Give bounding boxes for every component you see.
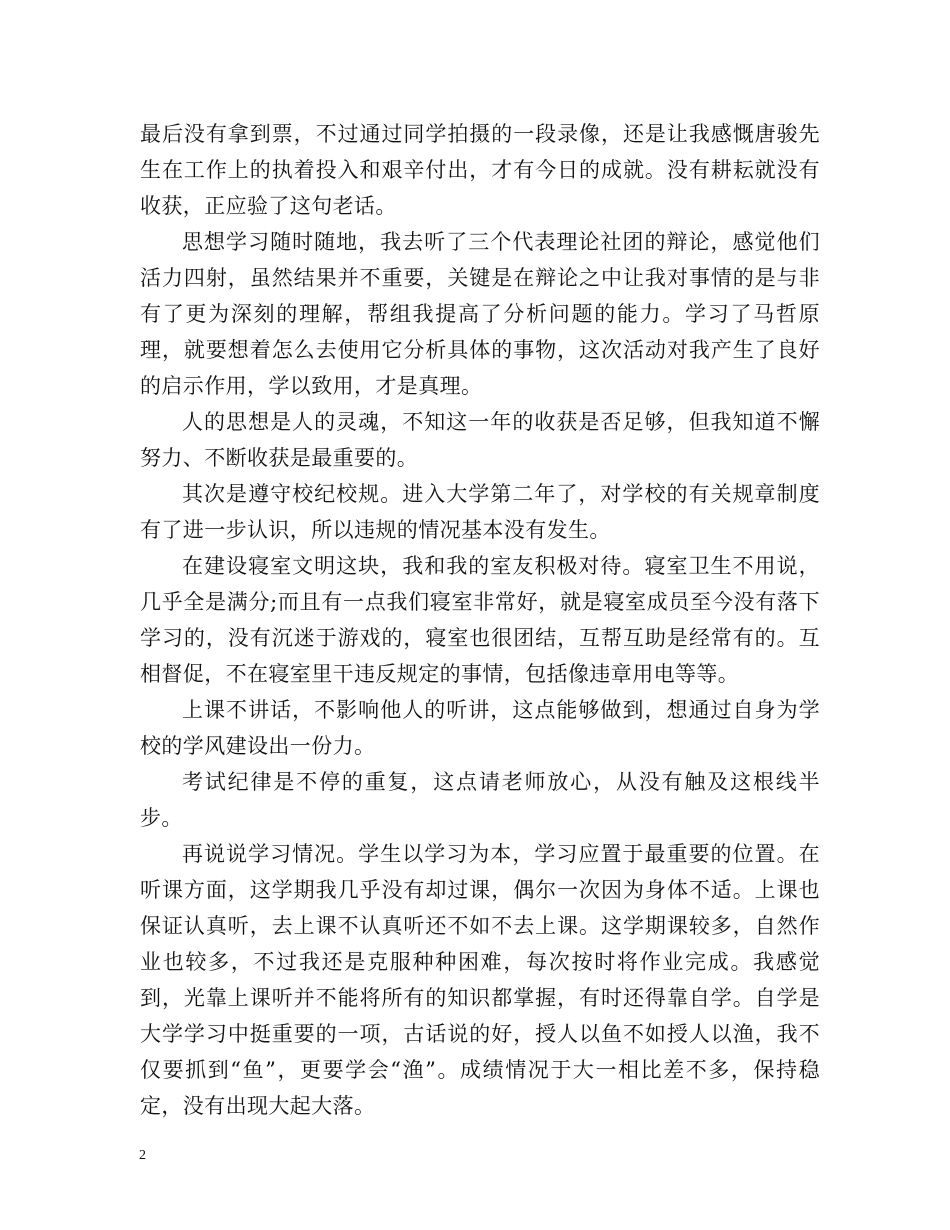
document-body	[140, 116, 820, 1124]
paragraph-6: 上课不讲话，不影响他人的听讲，这点能够做到，想通过自身为学校的学风建设出一份力。	[140, 698, 820, 758]
paragraph-5: 在建设寝室文明这块，我和我的室友积极对待。寝室卫生不用说，几乎全是满分;而且有一点我们寝室非常好，就是寝室成员至今没有落下学习的，没有沉迷于游戏的，寝室也很团结，互帮互助是经常有的。互相督促，不在寝室里干违反规定的事情，包括像违章用电等等。	[140, 554, 820, 686]
paragraph-1: 最后没有拿到票，不过通过同学拍摄的一段录像，还是让我感慨唐骏先生在工作上的执着投入和艰辛付出，才有今日的成就。没有耕耘就没有收获，正应验了这句老话。	[140, 122, 820, 218]
paragraph-7: 考试纪律是不停的重复，这点请老师放心，从没有触及这根线半步。	[140, 770, 820, 830]
paragraph-2: 思想学习随时随地，我去听了三个代表理论社团的辩论，感觉他们活力四射，虽然结果并不重要，关键是在辩论之中让我对事情的是与非有了更为深刻的理解，帮组我提高了分析问题的能力。学习了马哲原理，就要想着怎么去使用它分析具体的事物，这次活动对我产生了良好的启示作用，学以致用，才是真理。	[140, 230, 820, 398]
paragraph-4: 其次是遵守校纪校规。进入大学第二年了，对学校的有关规章制度有了进一步认识，所以违规的情况基本没有发生。	[140, 482, 820, 542]
paragraph-3: 人的思想是人的灵魂，不知这一年的收获是否足够，但我知道不懈努力、不断收获是最重要的。	[140, 410, 820, 470]
paragraph-8: 再说说学习情况。学生以学习为本，学习应置于最重要的位置。在听课方面，这学期我几乎没有却过课，偶尔一次因为身体不适。上课也保证认真听，去上课不认真听还不如不去上课。这学期课较多，自然作业也较多，不过我还是克服种种困难，每次按时将作业完成。我感觉到，光靠上课听并不能将所有的知识都掌握，有时还得靠自学。自学是大学学习中挺重要的一项，古话说的好，授人以鱼不如授人以渔，我不仅要抓到“鱼”，更要学会“渔”。成绩情况于大一相比差不多，保持稳定，没有出现大起大落。	[140, 842, 820, 1118]
page-number: 2	[139, 1148, 146, 1163]
